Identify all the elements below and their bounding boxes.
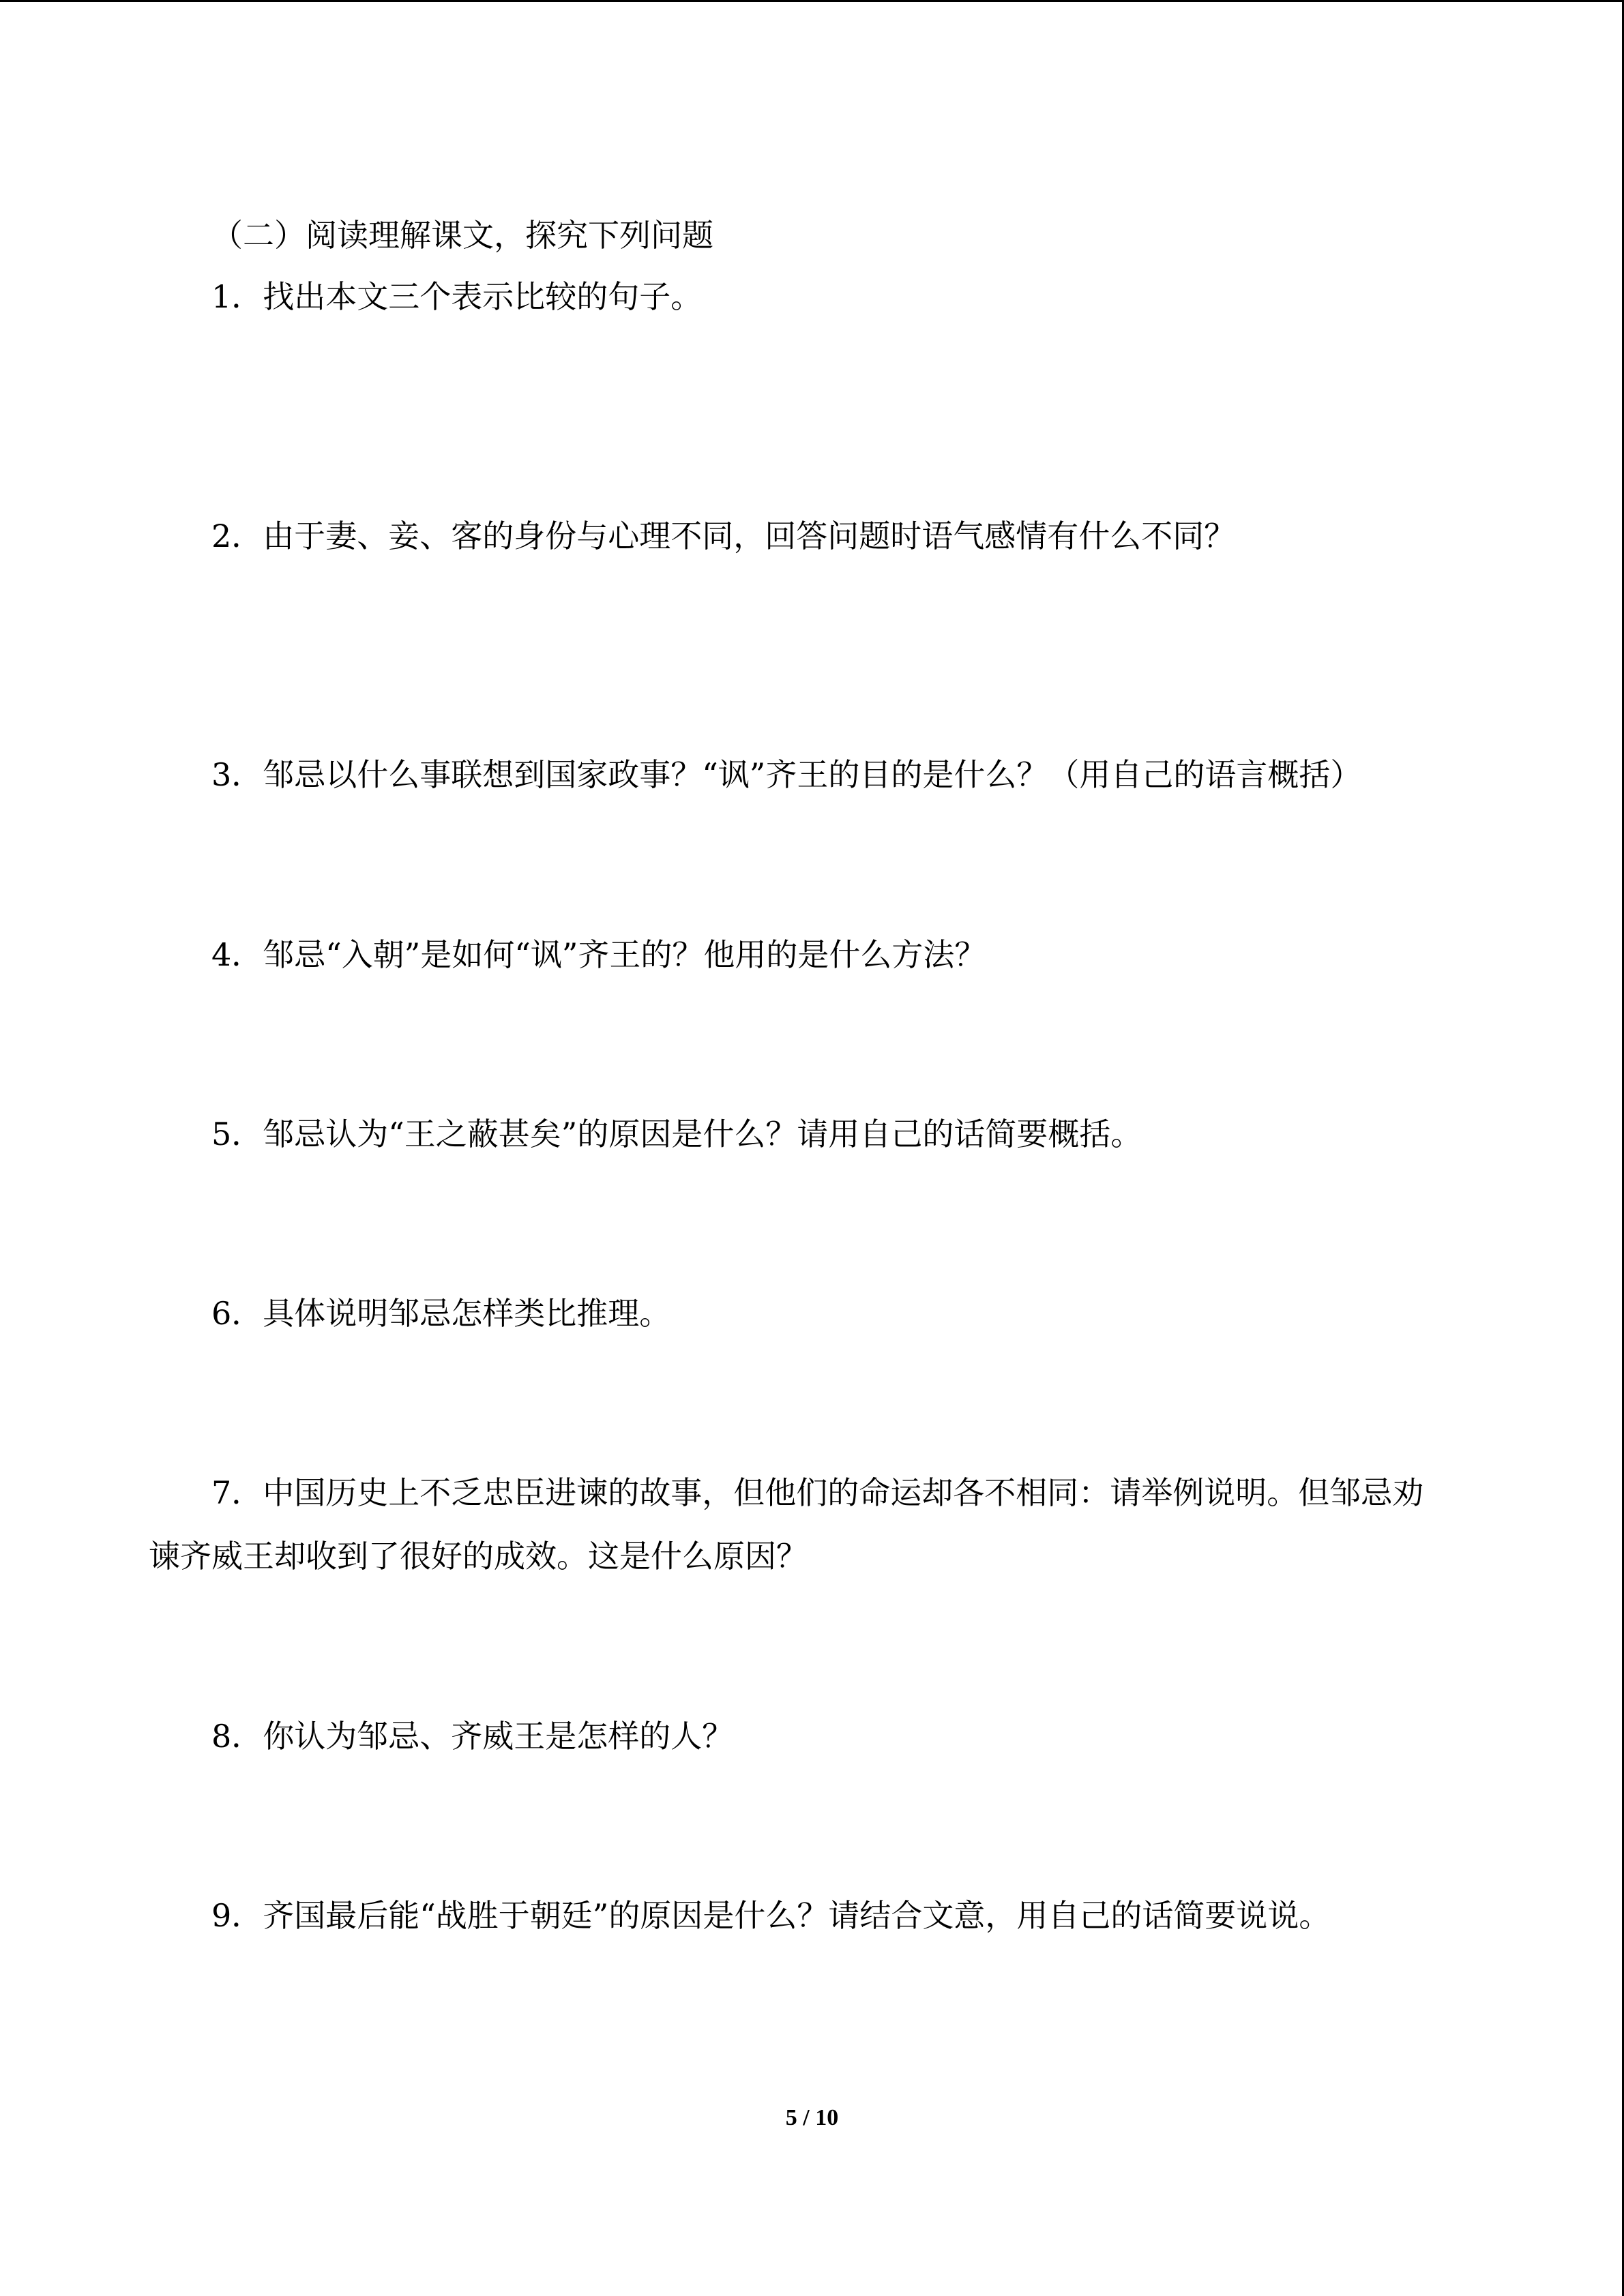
question-7 [211,1472,1423,1513]
question-number: 2． [211,518,263,554]
question-number: 5． [211,1116,263,1152]
question-4 [211,934,986,975]
question-number: 9． [211,1897,263,1934]
page-number: 5 / 10 [785,2105,839,2130]
question-text: 齐国最后能“战胜于朝廷”的原因是什么？请结合文意，用自己的话简要说说。 [263,1897,1331,1934]
question-number: 1． [211,278,263,315]
question-5 [211,1114,1142,1154]
question-8 [211,1716,733,1757]
question-text: 找出本文三个表示比较的句子。 [263,278,703,315]
question-6 [211,1293,670,1334]
question-1 [211,276,702,317]
question-text: 具体说明邹忌怎样类比推理。 [263,1295,671,1332]
question-number: 6． [211,1295,263,1332]
question-text: 由于妻、妾、客的身份与心理不同，回答问题时语气感情有什么不同？ [263,518,1236,554]
question-3 [211,754,1361,795]
top-border-line [0,0,1624,2]
question-9 [211,1895,1330,1936]
question-7-continuation: 谏齐威王却收到了很好的成效。这是什么原因？ [149,1538,808,1575]
section-heading: （二）阅读理解课文，探究下列问题 [211,217,713,254]
question-number: 4． [211,936,263,973]
question-number: 7． [211,1474,263,1511]
question-number: 8． [211,1718,263,1755]
question-text: 邹忌以什么事联想到国家政事？“讽”齐王的目的是什么？（用自己的语言概括） [263,756,1362,793]
question-text: 邹忌认为“王之蔽甚矣”的原因是什么？请用自己的话简要概括。 [263,1116,1142,1152]
question-text: 中国历史上不乏忠臣进谏的故事，但他们的命运却各不相同：请举例说明。但邹忌劝 [263,1474,1424,1511]
question-text: 邹忌“入朝”是如何“讽”齐王的？他用的是什么方法？ [263,936,986,973]
question-number: 3． [211,756,263,793]
question-2 [211,516,1235,556]
question-text: 你认为邹忌、齐威王是怎样的人？ [263,1718,734,1755]
